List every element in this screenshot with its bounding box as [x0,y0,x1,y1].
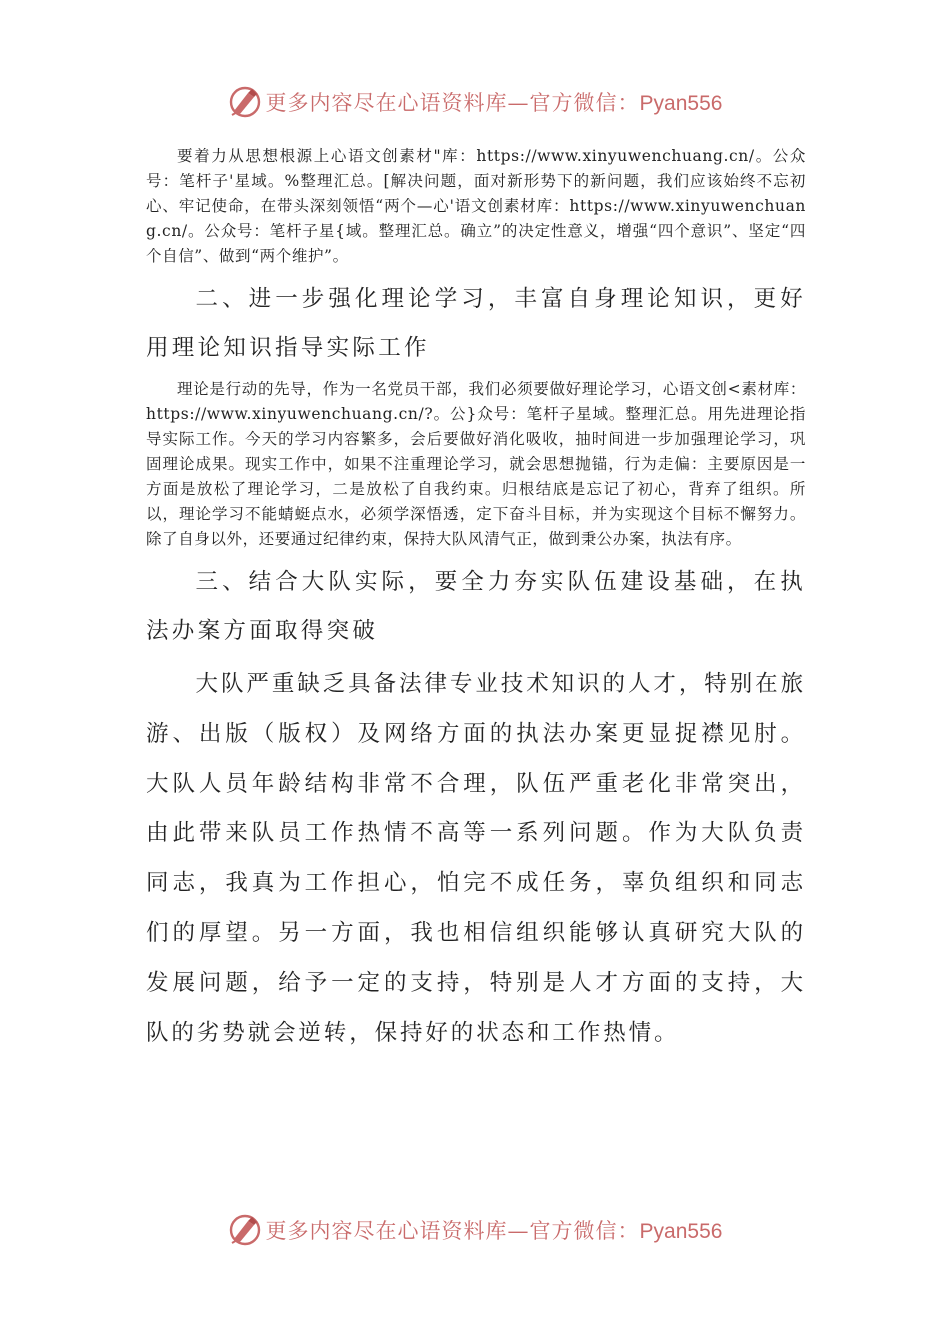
wechat-id: Pyan556 [639,1220,723,1243]
section-heading-3: 三、结合大队实际，要全力夯实队伍建设基础，在执法办案方面取得突破 [146,569,806,644]
paragraph-1: 要着力从思想根源上心语文创素材"库：https://www.xinyuwenchuang.cn/。公众号：笔杆子'星域。%整理汇总。[解决问题，面对新形势下的新问题，我们应该始终不忘初心、牢记使命，在带头深刻领悟“两个—心'语文创素材库：https://www.xinyuwenchuang.cn/。公众号：笔杆子星{域。整理汇总。确立”的决定性意义，增强“四个意识”、坚定“四个自信”、做到“两个维护”。 [146,147,806,265]
section-heading-2: 二、进一步强化理论学习，丰富自身理论知识，更好用理论知识指导实际工作 [146,286,806,361]
paragraph-2: 理论是行动的先导，作为一名党员干部，我们必须要做好理论学习，心语文创<素材库：https://www.xinyuwenchuang.cn/?。公}众号：笔杆子星域。整理汇总。用先进理论指导实际工作。今天的学习内容繁多，会后要做好消化吸收，抽时间进一步加强理论学习，巩固理论成果。现实工作中，如果不注重理论学习，就会思想抛锚，行为走偏：主要原因是一方面是放松了理论学习，二是放松了自我约束。归根结底是忘记了初心，背弃了组织。所以，理论学习不能蜻蜓点水，必须学深悟透，定下奋斗目标，并为实现这个目标不懈努力。除了自身以外，还要通过纪律约束，保持大队风清气正，做到秉公办案，执法有序。 [146,380,806,548]
pen-nib-logo-icon [228,1213,262,1247]
header-banner [0,82,950,122]
wechat-id: Pyan556 [639,92,723,115]
footer-banner [0,1210,950,1250]
document-body [146,144,806,1058]
pen-nib-logo-icon [228,85,262,119]
paragraph-3: 大队严重缺乏具备法律专业技术知识的人才，特别在旅游、出版（版权）及网络方面的执法办案更显捉襟见肘。大队人员年龄结构非常不合理，队伍严重老化非常突出，由此带来队员工作热情不高等一系列问题。作为大队负责同志，我真为工作担心，怕完不成任务，辜负组织和同志们的厚望。另一方面，我也相信组织能够认真研究大队的发展问题，给予一定的支持，特别是人才方面的支持，大队的劣势就会逆转，保持好的状态和工作热情。 [146,671,806,1046]
banner-text: 更多内容尽在心语资料库—官方微信：Pyan556 [265,1219,723,1243]
banner-text: 更多内容尽在心语资料库—官方微信：Pyan556 [265,91,723,115]
